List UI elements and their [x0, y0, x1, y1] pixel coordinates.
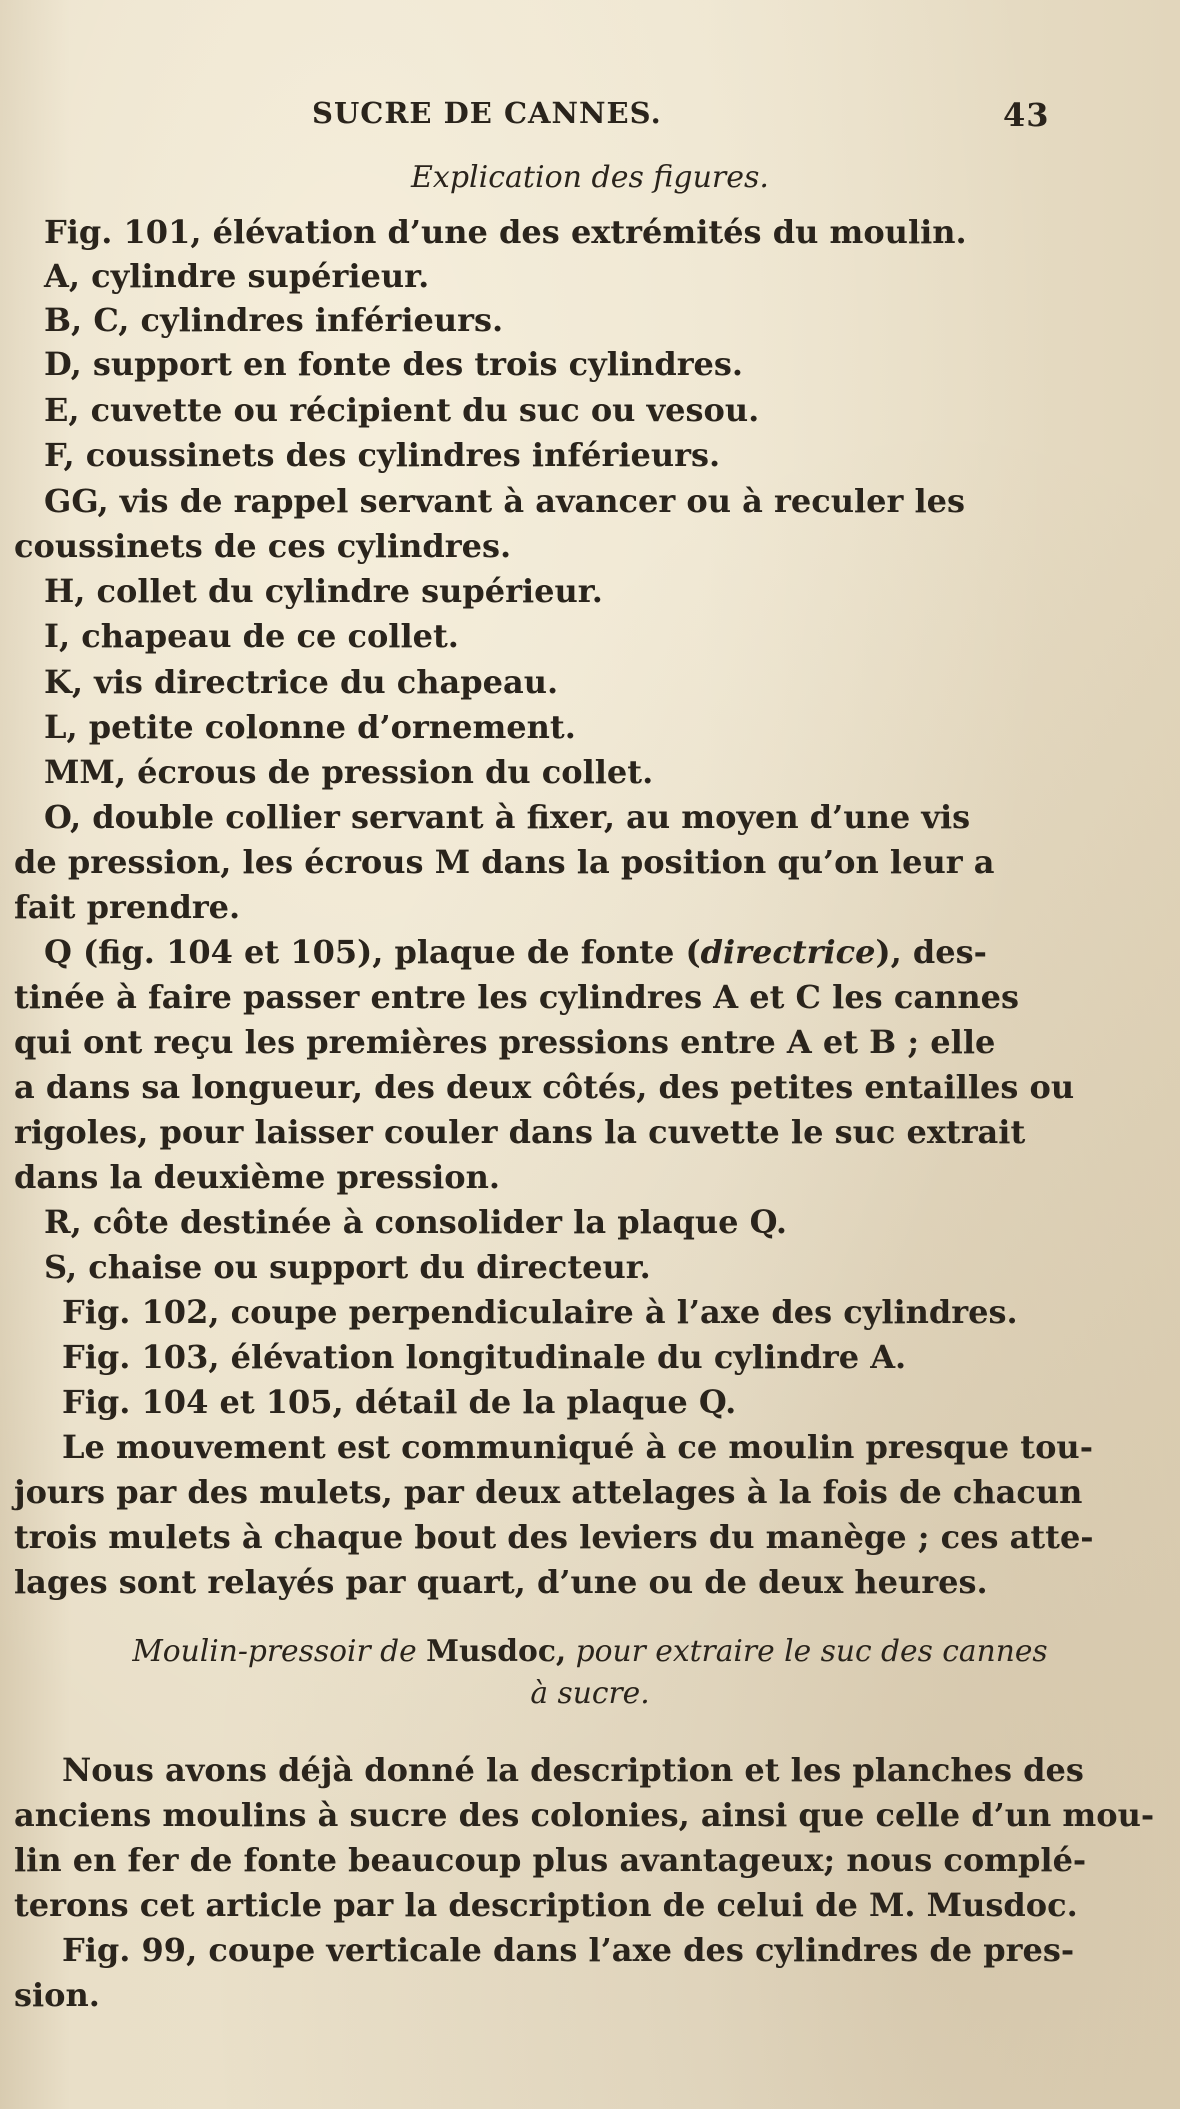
- legend-line: A, cylindre supérieur.: [44, 257, 430, 295]
- section-title-part2: pour extraire le suc des cannes: [575, 1634, 1048, 1669]
- legend-line: L, petite colonne d’ornement.: [44, 708, 576, 746]
- section-title-part1: Moulin-pressoir de: [132, 1634, 417, 1669]
- q-letter: Q: [44, 933, 72, 971]
- legend-line: I, chapeau de ce collet.: [44, 617, 459, 655]
- legend-line-q: Q (fig. 104 et 105), plaque de fonte (directrice), des-: [44, 933, 987, 971]
- legend-line: B, C, cylindres inférieurs.: [44, 301, 504, 339]
- legend-line: MM, écrous de pression du collet.: [44, 753, 654, 791]
- section-title-name: Musdoc,: [426, 1634, 567, 1669]
- q-text: (fig. 104 et 105), plaque de fonte: [83, 933, 675, 971]
- legend-line: Fig. 103, élévation longitudinale du cylindre A.: [62, 1338, 907, 1376]
- legend-line: Fig. 102, coupe perpendiculaire à l’axe des cylindres.: [62, 1293, 1018, 1331]
- legend-line: tinée à faire passer entre les cylindres A et C les cannes: [14, 978, 1019, 1016]
- body-line: sion.: [14, 1976, 100, 2014]
- section-title: [0, 1634, 1180, 1669]
- legend-line: GG, vis de rappel servant à avancer ou à reculer les: [44, 482, 966, 520]
- legend-line: trois mulets à chaque bout des leviers du manège ; ces atte-: [14, 1518, 1094, 1556]
- legend-line: K, vis directrice du chapeau.: [44, 663, 559, 701]
- legend-line: a dans sa longueur, des deux côtés, des petites entailles ou: [14, 1068, 1075, 1106]
- legend-line: F, coussinets des cylindres inférieurs.: [44, 436, 721, 474]
- legend-line: dans la deuxième pression.: [14, 1158, 501, 1196]
- legend-line: D, support en fonte des trois cylindres.: [44, 345, 744, 383]
- legend-line: S, chaise ou support du directeur.: [44, 1248, 651, 1286]
- legend-line: lages sont relayés par quart, d’une ou de deux heures.: [14, 1563, 988, 1601]
- body-line: terons cet article par la description de celui de M. Musdoc.: [14, 1886, 1078, 1924]
- q-italic-term: directrice: [700, 933, 876, 971]
- running-header: [0, 96, 1180, 136]
- legend-line: R, côte destinée à consolider la plaque Q.: [44, 1203, 788, 1241]
- legend-line: H, collet du cylindre supérieur.: [44, 572, 603, 610]
- legend-line: Le mouvement est communiqué à ce moulin presque tou-: [62, 1428, 1093, 1466]
- figures-heading: Explication des figures.: [411, 160, 769, 195]
- running-title: SUCRE DE CANNES.: [312, 96, 662, 130]
- legend-line: jours par des mulets, par deux attelages à la fois de chacun: [14, 1473, 1083, 1511]
- body-line: Nous avons déjà donné la description et les planches des: [62, 1751, 1084, 1789]
- section-title-line2: à sucre.: [530, 1676, 650, 1711]
- legend-line: rigoles, pour laisser couler dans la cuvette le suc extrait: [14, 1113, 1026, 1151]
- body-line: Fig. 99, coupe verticale dans l’axe des cylindres de pres-: [62, 1931, 1075, 1969]
- body-line: anciens moulins à sucre des colonies, ainsi que celle d’un mou-: [14, 1796, 1155, 1834]
- page-number: 43: [1003, 96, 1050, 134]
- body-line: lin en fer de fonte beaucoup plus avantageux; nous complé-: [14, 1841, 1087, 1879]
- legend-line: E, cuvette ou récipient du suc ou vesou.: [44, 391, 760, 429]
- legend-line: qui ont reçu les premières pressions entre A et B ; elle: [14, 1023, 996, 1061]
- legend-line: Fig. 101, élévation d’une des extrémités du moulin.: [44, 213, 967, 251]
- legend-line: O, double collier servant à fixer, au moyen d’une vis: [44, 798, 971, 836]
- legend-line: Fig. 104 et 105, détail de la plaque Q.: [62, 1383, 737, 1421]
- q-text-end: ), des-: [875, 933, 987, 971]
- legend-line: fait prendre.: [14, 888, 241, 926]
- legend-line: coussinets de ces cylindres.: [14, 527, 512, 565]
- legend-line: de pression, les écrous M dans la position qu’on leur a: [14, 843, 995, 881]
